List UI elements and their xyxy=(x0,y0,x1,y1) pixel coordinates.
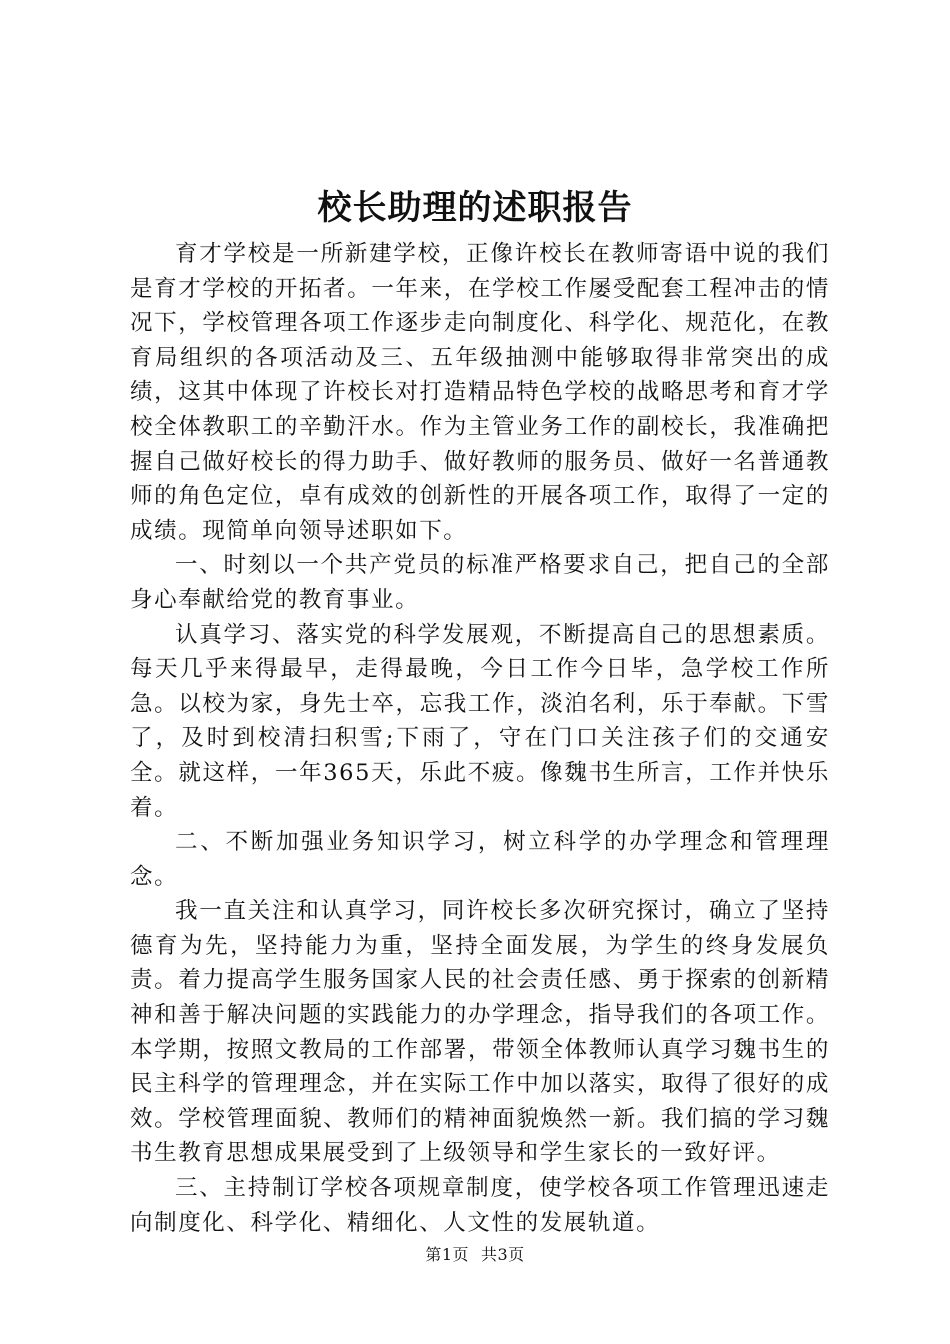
section-heading-3: 三、主持制订学校各项规章制度，使学校各项工作管理迅速走向制度化、科学化、精细化、人文性的发展轨道。 xyxy=(130,1175,830,1236)
page-total: 共3页 xyxy=(481,1245,525,1264)
section-heading-2: 二、不断加强业务知识学习，树立科学的办学理念和管理理念。 xyxy=(130,829,830,890)
paragraph-intro: 育才学校是一所新建学校，正像许校长在教师寄语中说的我们是育才学校的开拓者。一年来，在学校工作屡受配套工程冲击的情况下，学校管理各项工作逐步走向制度化、科学化、规范化，在教育局组织的各项活动及三、五年级抽测中能够取得非常突出的成绩，这其中体现了许校长对打造精品特色学校的战略思考和育才学校全体教职工的辛勤汗水。作为主管业务工作的副校长，我准确把握自己做好校长的得力助手、做好教师的服务员、做好一名普通教师的角色定位，卓有成效的创新性的开展各项工作，取得了一定的成绩。现简单向领导述职如下。 xyxy=(130,241,830,544)
document-body xyxy=(130,237,830,1240)
document-title: 校长助理的述职报告 xyxy=(317,188,633,228)
paragraph-section-2: 我一直关注和认真学习，同许校长多次研究探讨，确立了坚持德育为先，坚持能力为重，坚持全面发展，为学生的终身发展负责。着力提高学生服务国家人民的社会责任感、勇于探索的创新精神和善于解决问题的实践能力的办学理念，指导我们的各项工作。本学期，按照文教局的工作部署，带领全体教师认真学习魏书生的民主科学的管理理念，并在实际工作中加以落实，取得了很好的成效。学校管理面貌、教师们的精神面貌焕然一新。我们搞的学习魏书生教育思想成果展受到了上级领导和学生家长的一致好评。 xyxy=(130,898,830,1167)
page-number: 第1页 xyxy=(425,1245,469,1264)
page-footer xyxy=(0,1243,950,1267)
paragraph-section-1: 认真学习、落实党的科学发展观，不断提高自己的思想素质。每天几乎来得最早，走得最晚，今日工作今日毕，急学校工作所急。以校为家，身先士卒，忘我工作，淡泊名利，乐于奉献。下雪了，及时到校清扫积雪;下雨了，守在门口关注孩子们的交通安全。就这样，一年365天，乐此不疲。像魏书生所言，工作并快乐着。 xyxy=(130,621,830,821)
section-heading-1: 一、时刻以一个共产党员的标准严格要求自己，把自己的全部身心奉献给党的教育事业。 xyxy=(130,552,830,613)
